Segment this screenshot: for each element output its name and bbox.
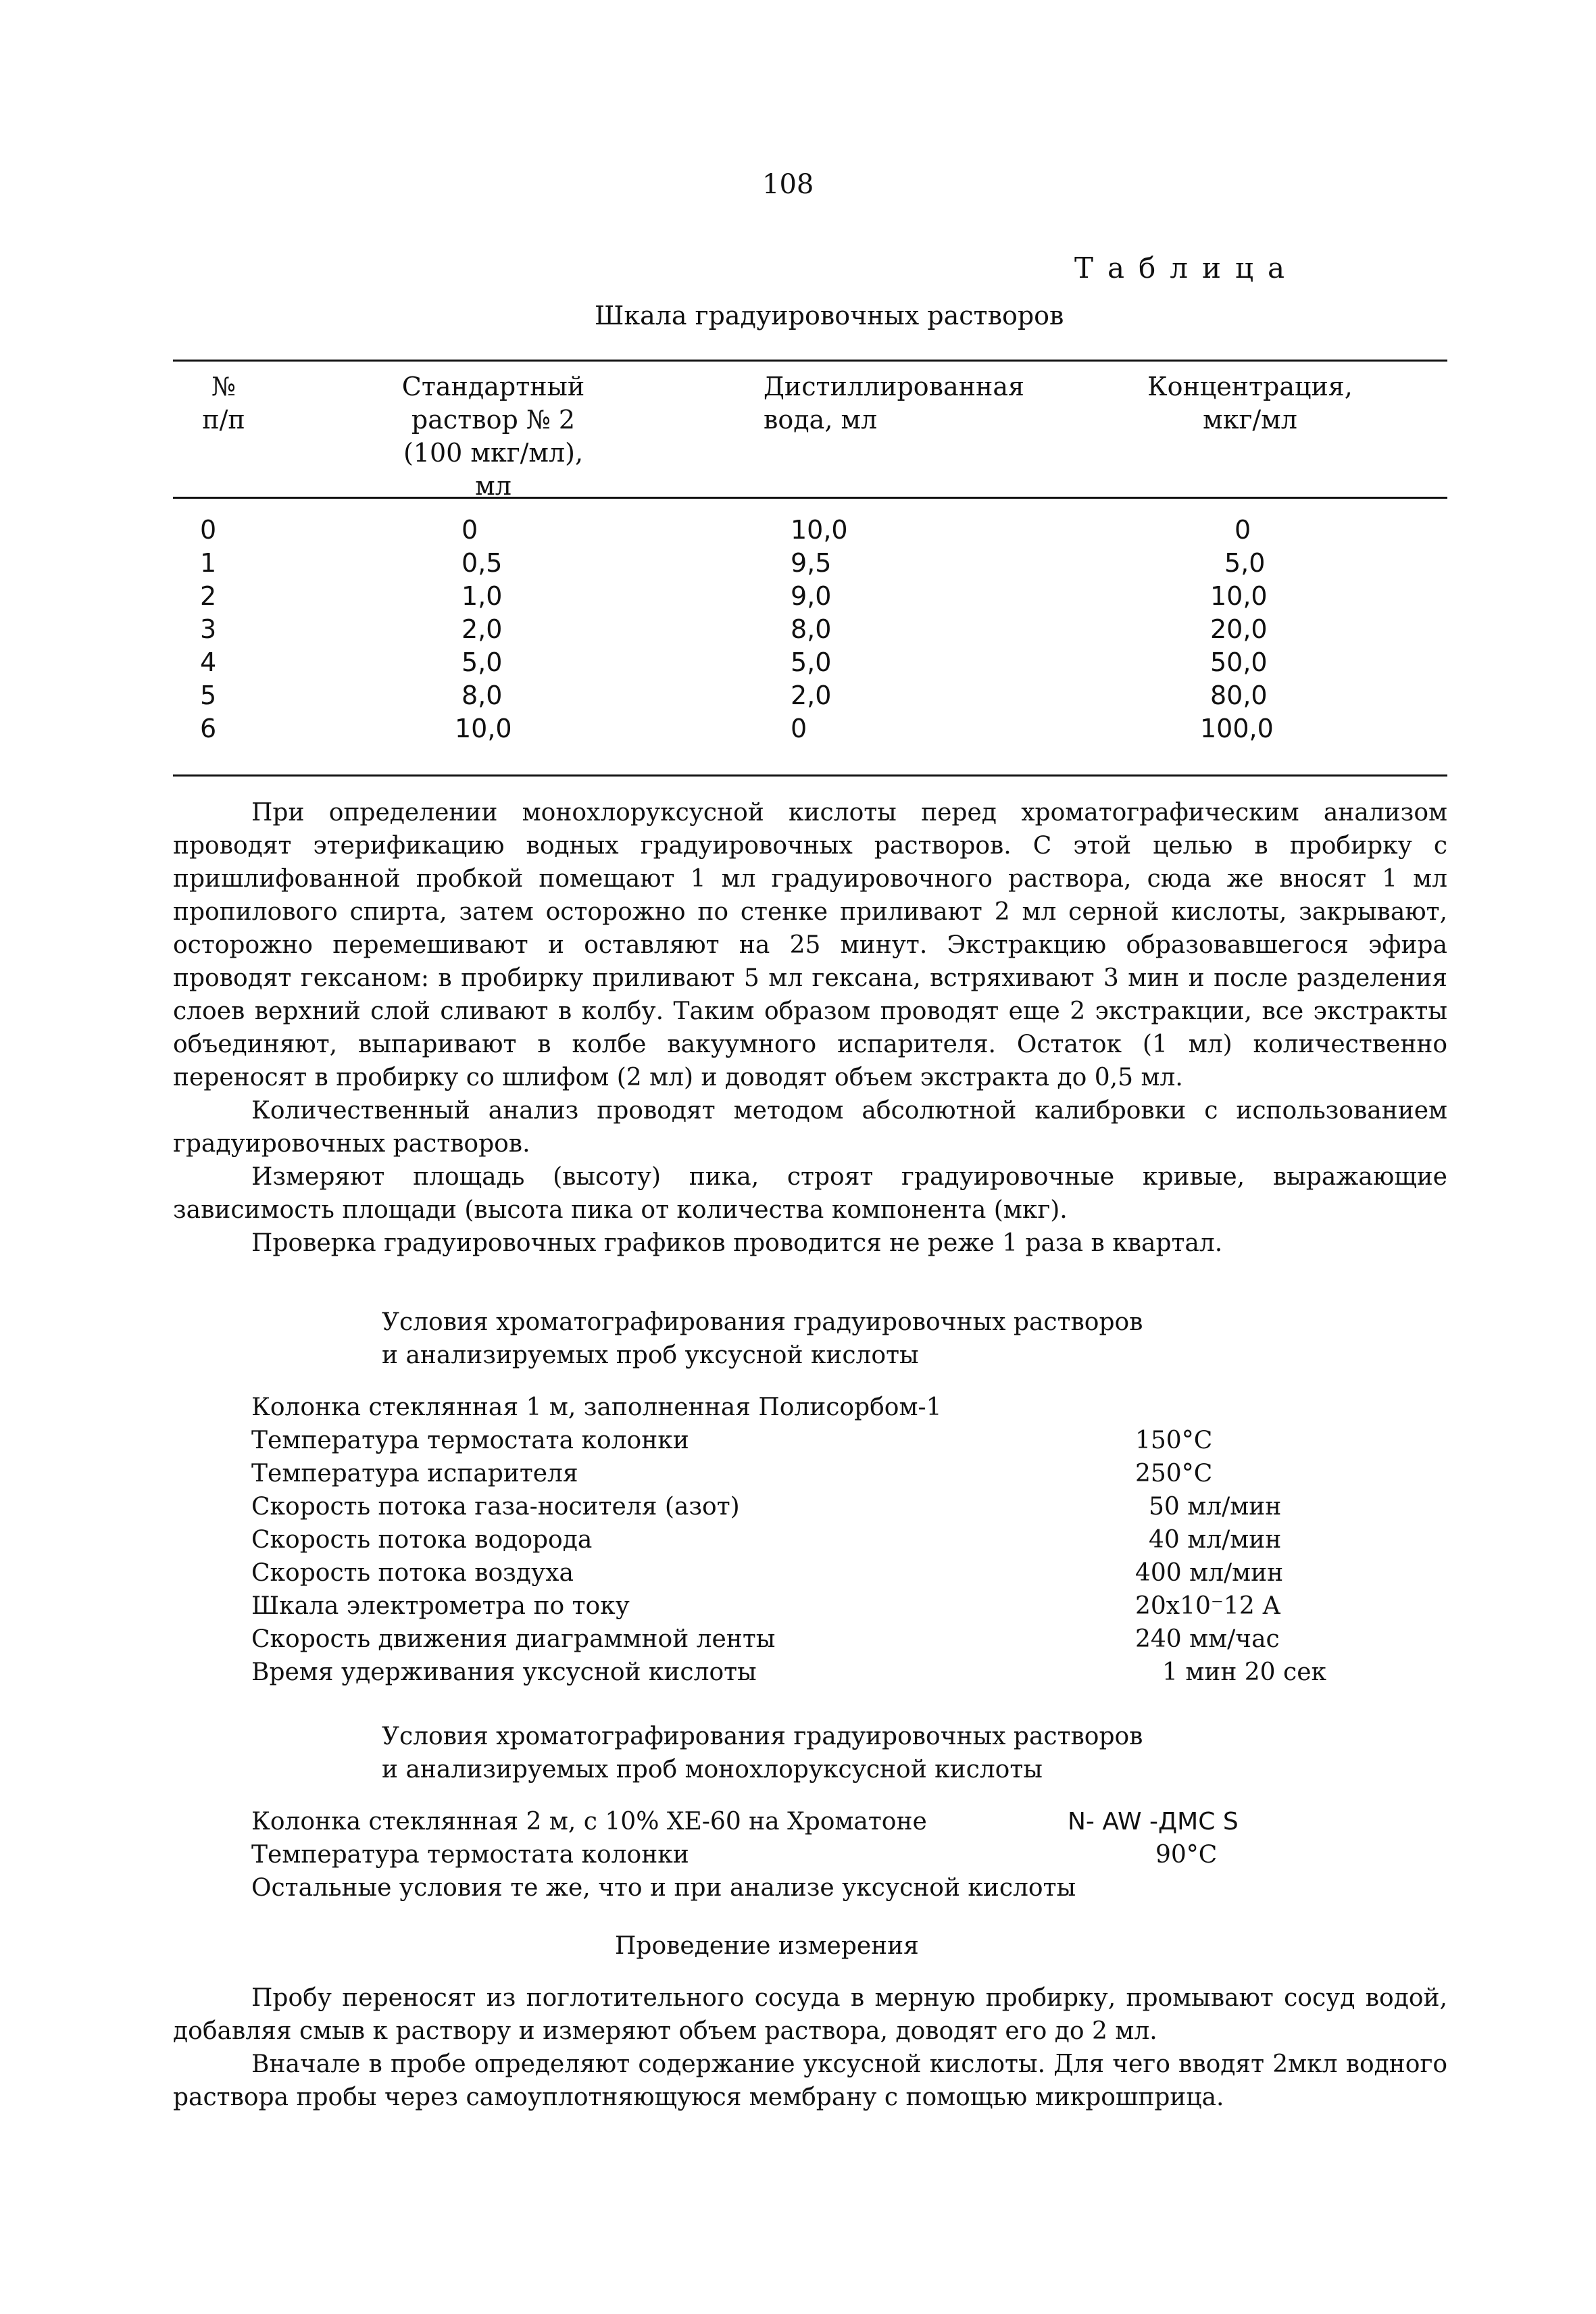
condition-label: Время удерживания уксусной кислоты — [251, 1658, 757, 1686]
condition-label: Температура термостата колонки — [251, 1427, 689, 1454]
measurement-paragraph-injection: Вначале в пробе определяют содержание уксусной кислоты. Для чего вводят 2мкл водного раствора пробы через самоуплотняющуюся мембрану с помощью микрошприца. — [173, 2050, 1447, 2111]
header-standard-line2: раствор № 2 — [411, 405, 576, 435]
condition-value: 40 мл/мин — [1149, 1526, 1282, 1554]
condition-label: Скорость потока воздуха — [251, 1559, 574, 1587]
table-title: Шкала градуировочных растворов — [595, 301, 1064, 330]
condition-value: 20x10⁻12 А — [1135, 1592, 1281, 1620]
header-water-line2: вода, мл — [764, 405, 878, 435]
conditions2-column-label: Колонка стеклянная 2 м, с 10% ХЕ-60 на Хроматоне — [251, 1808, 927, 1836]
conditions2-temp-label: Температура термостата колонки — [251, 1841, 689, 1869]
cell-num: 6 — [200, 714, 217, 743]
measurement-text — [173, 1981, 1447, 2114]
conditions2-temp-value: 90°С — [1155, 1841, 1218, 1869]
cell-standard: 0 — [462, 515, 478, 545]
header-concentration-line2: мкг/мл — [1203, 405, 1297, 435]
paragraph-measure-area: Измеряют площадь (высоту) пика, строят градуировочные кривые, выражающие зависимость площади (высота пика от количества компонента (мкг). — [173, 1163, 1447, 1224]
header-concentration — [1135, 370, 1365, 437]
condition-value: 250°С — [1135, 1460, 1213, 1487]
cell-concentration: 10,0 — [1210, 581, 1268, 611]
header-concentration-line1: Концентрация, — [1147, 372, 1353, 401]
cell-num: 1 — [200, 548, 217, 578]
paragraph-esterification: При определении монохлоруксусной кислоты перед хроматографическим анализом проводят этерификацию водных градуировочных растворов. С этой целью в пробирку с пришлифованной пробкой помещают 1 мл градуировочного раствора, сюда же вносят 1 мл пропилового спирта, затем осторожно по стенке приливают 2 мл серной кислоты, закрывают, осторожно перемешивают и оставляют на 25 минут. Экстракцию образовавшегося эфира проводят гексаном: в пробирку приливают 5 мл гексана, встряхивают 3 мин и после разделения слоев верхний слой сливают в колбу. Таким образом проводят еще 2 экстракции, все экстракты объединяют, выпаривают в колбе вакуумного испарителя. Остаток (1 мл) количественно переносят в пробирку со шлифом (2 мл) и доводят объем экстракта до 0,5 мл. — [173, 799, 1447, 1091]
condition-value: 400 мл/мин — [1135, 1559, 1284, 1587]
measurement-title: Проведение измерения — [615, 1932, 919, 1960]
cell-water: 5,0 — [791, 647, 832, 677]
conditions2-title-line2: и анализируемых проб монохлоруксусной кислоты — [382, 1756, 1043, 1783]
condition-label: Скорость потока водорода — [251, 1526, 593, 1554]
header-standard-line1: Стандартный — [401, 372, 585, 401]
conditions2-column-value: N- AW -ДМС S — [1068, 1808, 1239, 1836]
condition-value: 1 мин 20 сек — [1162, 1658, 1326, 1686]
header-standard-solution — [378, 370, 608, 503]
conditions1-title-line1: Условия хроматографирования градуировочных растворов — [382, 1308, 1143, 1336]
header-standard-line3: (100 мкг/мл), — [403, 438, 584, 468]
condition-value: 50 мл/мин — [1149, 1493, 1282, 1521]
table-bottom-rule — [173, 774, 1447, 777]
cell-concentration: 100,0 — [1200, 714, 1274, 743]
condition-label: Скорость движения диаграммной ленты — [251, 1625, 776, 1653]
cell-standard: 0,5 — [462, 548, 503, 578]
paragraph-quantitative-analysis: Количественный анализ проводят методом абсолютной калибровки с использованием градуировочных растворов. — [173, 1097, 1447, 1158]
condition-value: 240 мм/час — [1135, 1625, 1280, 1653]
cell-standard: 8,0 — [462, 681, 503, 710]
cell-concentration: 5,0 — [1224, 548, 1266, 578]
condition-label: Скорость потока газа-носителя (азот) — [251, 1493, 740, 1521]
cell-standard: 5,0 — [462, 647, 503, 677]
cell-water: 0 — [791, 714, 807, 743]
cell-num: 2 — [200, 581, 217, 611]
cell-water: 2,0 — [791, 681, 832, 710]
conditions2-title-line1: Условия хроматографирования градуировочных растворов — [382, 1723, 1143, 1750]
page-number: 108 — [762, 169, 814, 200]
header-water-line1: Дистиллированная — [764, 372, 1024, 401]
header-distilled-water — [764, 370, 1061, 437]
header-number-line1: № — [211, 372, 236, 401]
measurement-paragraph-transfer: Пробу переносят из поглотительного сосуда в мерную пробирку, промывают сосуд водой, добавляя смыв к раствору и измеряют объем раствора, доводят его до 2 мл. — [173, 1984, 1447, 2045]
cell-num: 4 — [200, 647, 217, 677]
cell-water: 9,0 — [791, 581, 832, 611]
paragraph-check-frequency: Проверка градуировочных графиков проводится не реже 1 раза в квартал. — [251, 1229, 1223, 1257]
cell-water: 10,0 — [791, 515, 848, 545]
cell-standard: 1,0 — [462, 581, 503, 611]
cell-water: 9,5 — [791, 548, 832, 578]
conditions2-other: Остальные условия те же, что и при анализе уксусной кислоты — [251, 1874, 1076, 1902]
cell-concentration: 80,0 — [1210, 681, 1268, 710]
conditions1-title-line2: и анализируемых проб уксусной кислоты — [382, 1341, 919, 1369]
condition-label: Температура испарителя — [251, 1460, 578, 1487]
condition-label: Шкала электрометра по току — [251, 1592, 630, 1620]
cell-num: 0 — [200, 515, 217, 545]
cell-standard: 2,0 — [462, 614, 503, 644]
table-label: Таблица — [1074, 251, 1299, 285]
cell-concentration: 50,0 — [1210, 647, 1268, 677]
cell-concentration: 20,0 — [1210, 614, 1268, 644]
cell-concentration: 0 — [1235, 515, 1251, 545]
body-text — [173, 796, 1447, 1260]
table-top-rule — [173, 360, 1447, 362]
conditions1-column: Колонка стеклянная 1 м, заполненная Полисорбом-1 — [251, 1394, 942, 1421]
cell-water: 8,0 — [791, 614, 832, 644]
cell-standard: 10,0 — [455, 714, 512, 743]
condition-value: 150°С — [1135, 1427, 1213, 1454]
header-number — [200, 370, 247, 437]
cell-num: 3 — [200, 614, 217, 644]
header-number-line2: п/п — [202, 405, 245, 435]
header-standard-line4: мл — [475, 471, 512, 501]
table-header-rule — [173, 497, 1447, 499]
cell-num: 5 — [200, 681, 217, 710]
